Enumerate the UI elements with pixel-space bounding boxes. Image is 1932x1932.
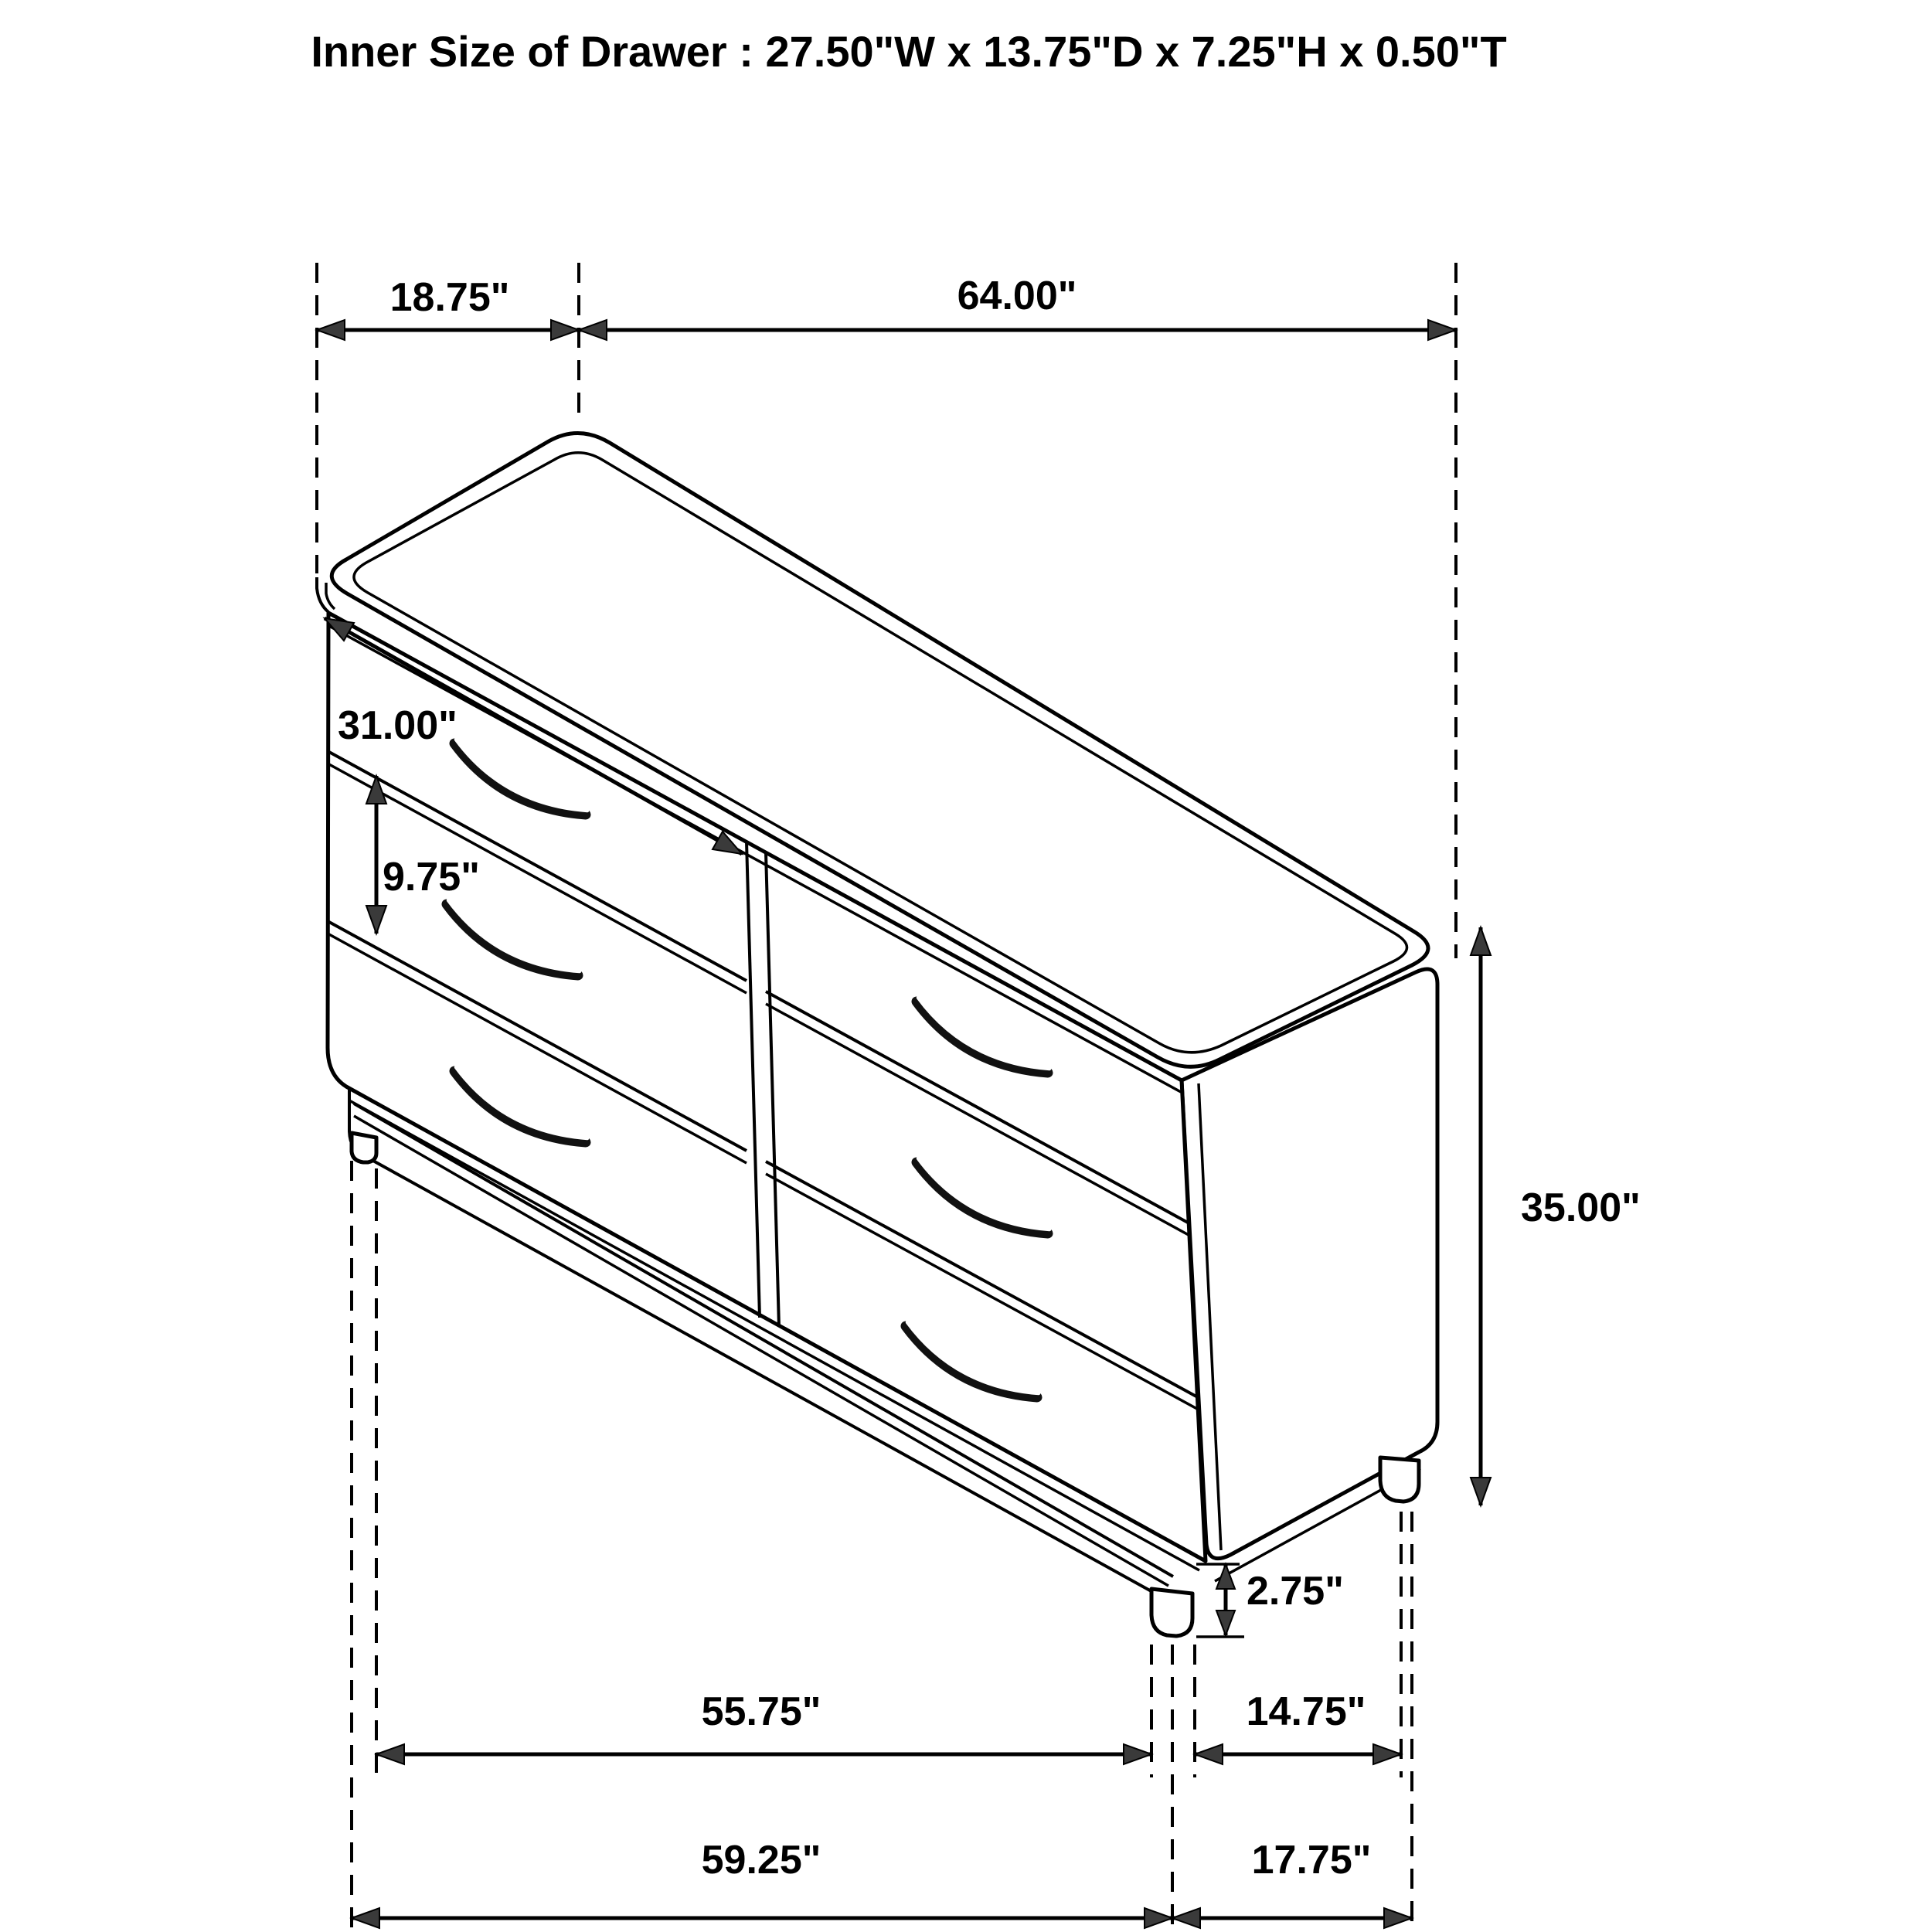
page-title: Inner Size of Drawer : 27.50"W x 13.75"D x 7.25"H x 0.50"T: [311, 27, 1507, 76]
arrowhead: [1195, 1744, 1223, 1764]
arrowhead: [352, 1908, 379, 1928]
arrowhead: [1124, 1744, 1151, 1764]
arrowhead: [1172, 1908, 1200, 1928]
dim-label-leg-height: 2.75": [1247, 1569, 1344, 1614]
front-right-leg: [1151, 1589, 1192, 1636]
dim-label-bottom-depth: 17.75": [1251, 1838, 1372, 1883]
arrowhead: [1471, 927, 1491, 955]
arrowhead: [1216, 1611, 1235, 1635]
front-left-leg: [352, 1133, 376, 1162]
arrowhead: [1428, 320, 1456, 340]
dim-label-drawer-front-height: 9.75": [383, 855, 480, 900]
arrowhead: [1373, 1744, 1401, 1764]
arrowhead: [376, 1744, 404, 1764]
dim-label-overall-height: 35.00": [1521, 1185, 1641, 1230]
arrowhead: [1471, 1478, 1491, 1505]
dim-label-base-width: 55.75": [701, 1689, 821, 1734]
arrowhead: [579, 320, 607, 340]
dim-label-top-depth: 18.75": [389, 275, 510, 320]
arrowhead: [317, 320, 345, 340]
back-right-leg: [1380, 1458, 1419, 1502]
arrowhead: [551, 320, 579, 340]
arrowhead: [1145, 1908, 1172, 1928]
dresser-drawing: [317, 433, 1437, 1637]
dim-label-base-depth: 14.75": [1246, 1689, 1366, 1734]
arrowhead: [1216, 1564, 1235, 1589]
dim-label-top-width: 64.00": [957, 274, 1077, 318]
arrowhead: [1384, 1908, 1412, 1928]
dim-label-bottom-width: 59.25": [701, 1838, 821, 1883]
dim-label-drawer-width: 31.00": [338, 703, 457, 748]
